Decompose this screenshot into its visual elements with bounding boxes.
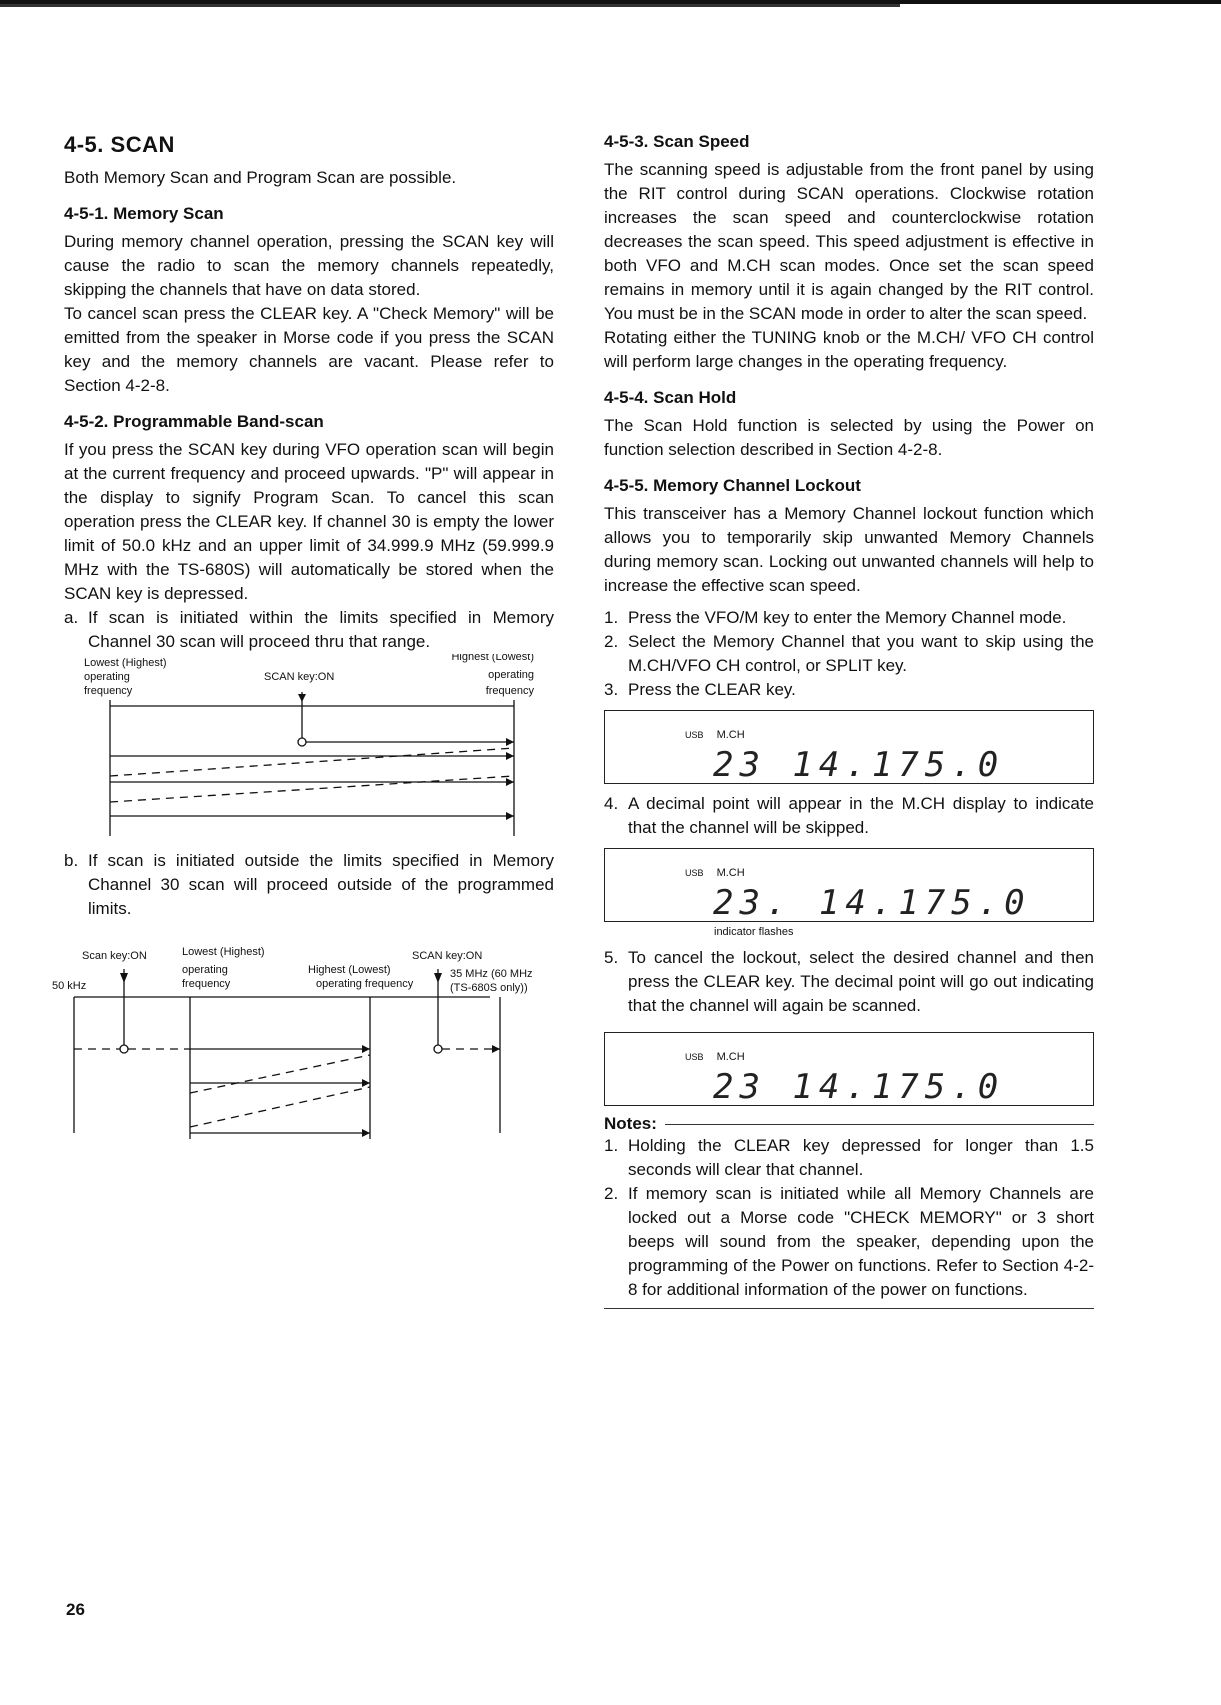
notes-label: Notes:: [604, 1114, 657, 1133]
section-title: 4-5. SCAN: [64, 132, 175, 157]
usb-indicator: USB: [685, 730, 704, 740]
lockout-step: [604, 946, 1094, 1018]
lcd-display-1: [604, 710, 1094, 784]
scan-speed-heading: 4-5-3. Scan Speed: [604, 132, 750, 151]
diagram-a-scan-label: SCAN key:ON: [264, 671, 335, 683]
band-scan-item-b: [64, 849, 554, 921]
diagram-b-high-2: operating frequency: [316, 978, 414, 990]
step-marker: 1.: [604, 608, 619, 627]
diagram-a-low-label-2: operating: [84, 671, 130, 683]
diagram-b-khz: 50 kHz: [52, 980, 87, 992]
section-intro: Both Memory Scan and Program Scan are possible.: [64, 168, 457, 187]
band-scan-heading: 4-5-2. Programmable Band-scan: [64, 412, 324, 431]
diagram-b-mhz-1: 35 MHz (60 MHz: [450, 968, 533, 980]
lockout-paragraph: This transceiver has a Memory Channel lockout function which allows you to temporarily skip unwanted Memory Channels during memory scan. Locking out unwanted channels will help to increase the effective scan speed.: [604, 504, 1094, 595]
usb-indicator: USB: [685, 1052, 704, 1062]
mch-indicator: M.CH: [716, 867, 745, 879]
scan-speed-paragraph-2: Rotating either the TUNING knob or the M.CH/ VFO CH control will perform large changes in the operating frequency.: [604, 328, 1094, 371]
lcd-digits: 23 14.175.0: [713, 1067, 1005, 1107]
mch-indicator: M.CH: [716, 729, 745, 741]
lcd-display-2: [604, 848, 1094, 922]
notes-title: [604, 1114, 1094, 1134]
notes-rule: [665, 1124, 1094, 1125]
lcd-mode-indicator: [685, 1051, 745, 1063]
item-text: If scan is initiated outside the limits specified in Memory Channel 30 scan will proceed outside of the programmed limits.: [88, 851, 554, 918]
note-marker: 2.: [604, 1184, 619, 1203]
step-marker: 3.: [604, 680, 619, 699]
diagram-b-low-3: frequency: [182, 978, 231, 990]
step-marker: 5.: [604, 948, 619, 967]
step-text: Press the CLEAR key.: [628, 680, 796, 699]
note-item: [604, 1134, 1094, 1182]
scan-speed-paragraph-1: The scanning speed is adjustable from the front panel by using the RIT control during SCAN operations. Clockwise rotation increases the scan speed and counterclockwise rotation decreases the scan speed. This speed adjustment is effective in both VFO and M.CH scan modes. Once set the scan speed remains in memory until it is again changed by the RIT control. You must be in the SCAN mode in order to alter the scan speed.: [604, 160, 1094, 323]
note-item: [604, 1182, 1094, 1302]
diagram-b-scan-on-1: Scan key:ON: [82, 950, 147, 962]
left-column: [52, 132, 554, 1148]
step-text: Select the Memory Channel that you want to skip using the M.CH/VFO CH control, or SPLIT key.: [628, 632, 1094, 675]
diagram-b-low-1: Lowest (Highest): [182, 946, 265, 958]
diagram-b-low-2: operating: [182, 964, 228, 976]
notes-bottom-rule: [604, 1308, 1094, 1309]
lcd-digits: 23. 14.175.0: [713, 883, 1031, 923]
page-number: 26: [66, 1600, 85, 1619]
scan-range-diagram-b: [50, 943, 550, 1143]
diagram-a-high-label-1: Highest (Lowest): [451, 654, 534, 663]
indicator-caption: indicator flashes: [714, 926, 794, 938]
scan-range-diagram-a: [64, 654, 564, 844]
lcd-mode-indicator: [685, 867, 745, 879]
step-marker: 4.: [604, 794, 619, 813]
lockout-step: [604, 678, 1094, 702]
lcd-mode-indicator: [685, 729, 745, 741]
diagram-b-mhz-2: (TS-680S only)): [450, 982, 528, 994]
band-scan-paragraph: If you press the SCAN key during VFO operation scan will begin at the current frequency and proceed upwards. "P" will appear in the display to signify Program Scan. To cancel this scan operation press the CLEAR key. If channel 30 is empty the lower limit of 50.0 kHz and an upper limit of 34.999.9 MHz (59.999.9 MHz with the TS-680S) will automatically be stored when the SCAN key is depressed.: [64, 440, 554, 603]
usb-indicator: USB: [685, 868, 704, 878]
memory-scan-heading: 4-5-1. Memory Scan: [64, 204, 224, 223]
note-text: Holding the CLEAR key depressed for longer than 1.5 seconds will clear that channel.: [628, 1136, 1094, 1179]
item-marker: a.: [64, 608, 79, 627]
top-border-secondary: [0, 4, 900, 7]
step-text: A decimal point will appear in the M.CH display to indicate that the channel will be skipped.: [628, 794, 1094, 837]
lcd-display-3: [604, 1032, 1094, 1106]
memory-scan-paragraph-2: To cancel scan press the CLEAR key. A "Check Memory" will be emitted from the speaker in Morse code if you press the SCAN key and the memory channels are vacant. Please refer to Section 4-2-8.: [64, 304, 554, 395]
step-text: Press the VFO/M key to enter the Memory Channel mode.: [628, 608, 1067, 627]
lockout-step: [604, 606, 1094, 630]
diagram-a-high-label-2: operating: [488, 669, 534, 681]
diagram-b-scan-on-2: SCAN key:ON: [412, 950, 483, 962]
step-marker: 2.: [604, 632, 619, 651]
memory-scan-paragraph-1: During memory channel operation, pressing the SCAN key will cause the radio to scan the memory channels repeatedly, skipping the channels that have on data stored.: [64, 232, 554, 299]
lcd-digits: 23 14.175.0: [713, 745, 1005, 785]
item-text: If scan is initiated within the limits specified in Memory Channel 30 scan will proceed thru that range.: [88, 608, 554, 651]
diagram-a-low-label-1: Lowest (Highest): [84, 657, 167, 669]
lockout-step: [604, 792, 1094, 840]
lockout-step: [604, 630, 1094, 678]
scan-hold-paragraph: The Scan Hold function is selected by using the Power on function selection described in Section 4-2-8.: [604, 416, 1094, 459]
mch-indicator: M.CH: [716, 1051, 745, 1063]
lockout-heading: 4-5-5. Memory Channel Lockout: [604, 476, 861, 495]
right-column: [604, 132, 1094, 1309]
diagram-a-high-label-3: frequency: [485, 685, 534, 697]
band-scan-item-a: [64, 606, 554, 654]
note-text: If memory scan is initiated while all Memory Channels are locked out a Morse code "CHECK MEMORY" or 3 short beeps will sound from the speaker, depending upon the programming of the Power on functions. Refer to Section 4-2-8 for additional information of the power on functions.: [628, 1184, 1094, 1299]
scan-hold-heading: 4-5-4. Scan Hold: [604, 388, 737, 407]
item-marker: b.: [64, 851, 79, 870]
diagram-b-high-1: Highest (Lowest): [308, 964, 391, 976]
note-marker: 1.: [604, 1136, 619, 1155]
diagram-a-low-label-3: frequency: [84, 685, 133, 697]
step-text: To cancel the lockout, select the desired channel and then press the CLEAR key. The decimal point will go out indicating that the channel will again be scanned.: [628, 948, 1094, 1015]
